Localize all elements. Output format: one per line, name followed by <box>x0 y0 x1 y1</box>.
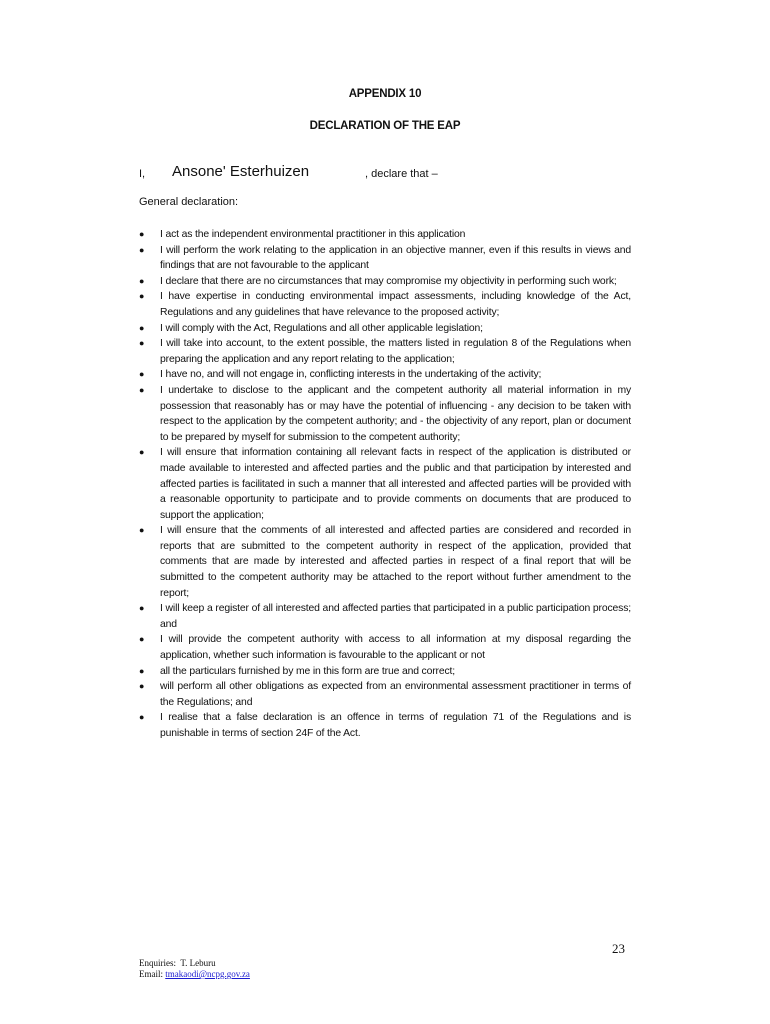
list-item-text: I will keep a register of all interested and affected parties that participated in a public participation process; and <box>160 603 631 630</box>
list-item <box>139 632 631 663</box>
list-item <box>139 679 631 710</box>
bullet-icon: ● <box>139 384 145 395</box>
email-label: Email: <box>139 969 163 979</box>
list-item-text: I will comply with the Act, Regulations and all other applicable legislation; <box>160 322 483 334</box>
bullet-icon: ● <box>139 603 145 614</box>
list-item <box>139 321 631 337</box>
bullet-icon: ● <box>139 712 145 723</box>
bullet-icon: ● <box>139 338 145 349</box>
list-item <box>139 243 631 274</box>
bullet-icon: ● <box>139 322 145 333</box>
bullet-icon: ● <box>139 447 145 458</box>
list-item <box>139 601 631 632</box>
bullet-icon: ● <box>139 291 145 302</box>
section-heading: General declaration: <box>139 196 239 208</box>
declaration-title: DECLARATION OF THE EAP <box>309 120 461 132</box>
bullet-icon: ● <box>139 665 145 676</box>
email-link[interactable]: tmakaodi@ncpg.gov.za <box>165 969 250 979</box>
bullet-icon: ● <box>139 275 145 286</box>
bullet-icon: ● <box>139 634 145 645</box>
enquiries-label: Enquiries: <box>139 958 176 968</box>
list-item-text: I undertake to disclose to the applicant and the competent authority all material information in my possession that reasonably has or may have the potential of influencing - any decision to be taken with respect to the application by the competent authority; and - the objectivity of any report, plan or document to be prepared by myself for submission to the competent authority; <box>160 384 631 443</box>
list-item <box>139 336 631 367</box>
list-item <box>139 664 631 680</box>
page-number: 23 <box>612 941 625 956</box>
appendix-heading: APPENDIX 10 <box>348 88 422 100</box>
list-item-text: I declare that there are no circumstances that may compromise my objectivity in performing such work; <box>160 275 617 287</box>
declaration-list <box>139 227 631 742</box>
list-item-text: I realise that a false declaration is an offence in terms of regulation 71 of the Regulations and is punishable in terms of section 24F of the Act. <box>160 712 631 739</box>
list-item <box>139 289 631 320</box>
declarant-name: Ansone' Esterhuizen <box>172 163 310 180</box>
list-item-text: I will provide the competent authority with access to all information at my disposal regarding the application, whether such information is favourable to the applicant or not <box>160 634 631 662</box>
list-item <box>139 367 631 383</box>
bullet-icon: ● <box>139 229 145 239</box>
list-item-text: I will ensure that information containing all relevant facts in respect of the application is distributed or made available to interested and affected parties and the public and that participation by interested and affected parties is facilitated in such a manner that all interested and affected parties will be provided with a reasonable opportunity to participate and to provide comments on documents that are produced to support the application; <box>160 447 631 521</box>
list-item-text: I will perform the work relating to the application in an objective manner, even if this results in views and findings that are not favourable to the applicant <box>160 244 631 272</box>
list-item-text: I act as the independent environmental practitioner in this application <box>160 229 466 240</box>
declarant-prefix: I, <box>139 168 146 180</box>
bullet-icon: ● <box>139 369 145 380</box>
list-item <box>139 274 631 290</box>
declarant-suffix: , declare that – <box>365 168 438 180</box>
declarant-line <box>139 163 639 183</box>
list-item <box>139 445 631 523</box>
list-item-text: I will take into account, to the extent possible, the matters listed in regulation 8 of the Regulations when preparing the application and any report relating to the application; <box>160 338 631 365</box>
list-item <box>139 710 631 741</box>
list-item-text: all the particulars furnished by me in this form are true and correct; <box>160 665 456 677</box>
list-item <box>139 523 631 601</box>
list-item <box>139 383 631 445</box>
bullet-icon: ● <box>139 244 145 255</box>
footer-enquiries <box>139 958 250 969</box>
bullet-icon: ● <box>139 525 145 536</box>
list-item-text: I will ensure that the comments of all interested and affected parties are considered and recorded in reports that are submitted to the competent authority in respect of the application, provided that comments that are made by interested and affected parties in respect of a final report that will be submitted to the competent authority may be attached to the report without further amendment to the report; <box>160 525 631 599</box>
footer <box>139 958 250 980</box>
enquiries-name: T. Leburu <box>180 958 216 968</box>
footer-email <box>139 969 250 980</box>
list-item-text: I have no, and will not engage in, conflicting interests in the undertaking of the activity; <box>160 369 542 381</box>
bullet-icon: ● <box>139 681 145 692</box>
list-item-text: will perform all other obligations as expected from an environmental assessment practitioner in terms of the Regulations; and <box>160 681 631 708</box>
list-item <box>139 227 631 243</box>
list-item-text: I have expertise in conducting environmental impact assessments, including knowledge of the Act, Regulations and any guidelines that have relevance to the proposed activity; <box>160 291 631 318</box>
